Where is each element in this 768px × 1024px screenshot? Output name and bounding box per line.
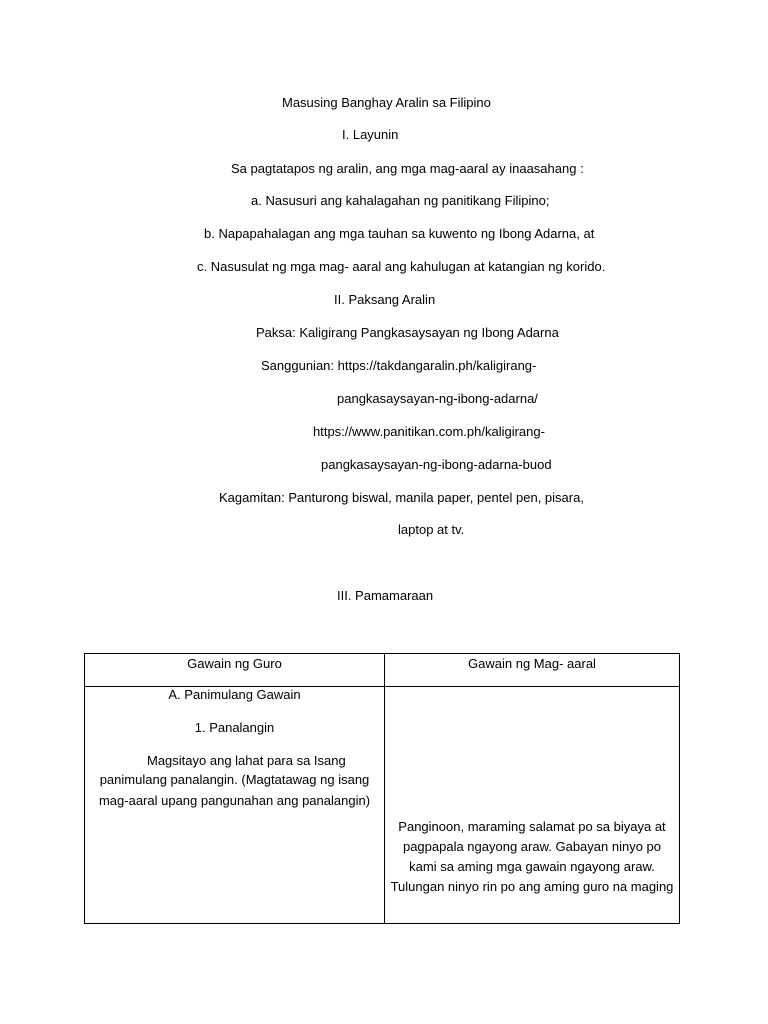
section-heading-layunin: I. Layunin [342,127,399,142]
sanggunian-line-2: pangkasaysayan-ng-ibong-adarna/ [337,391,538,406]
procedure-table [84,653,680,924]
section-heading-pamamaraan: III. Pamamaraan [337,588,434,603]
section-heading-paksang-aralin: II. Paksang Aralin [334,292,436,307]
table-header-student: Gawain ng Mag- aaral [468,656,596,671]
student-paragraph-line-3: kami sa aming mga gawain ngayong araw. [409,859,655,874]
student-paragraph-line-4: Tulungan ninyo rin po ang aming guro na maging [390,879,674,894]
sanggunian-line-3: https://www.panitikan.com.ph/kaligirang- [313,424,545,439]
paksa-line: Paksa: Kaligirang Pangkasaysayan ng Ibong Adarna [256,325,559,340]
teacher-subheading: A. Panimulang Gawain [168,687,301,702]
objective-c: c. Nasusulat ng mga mag- aaral ang kahulugan at katangian ng korido. [197,259,606,274]
sanggunian-line-1: Sanggunian: https://takdangaralin.ph/kaligirang- [261,358,537,373]
teacher-paragraph-line-3: mag-aaral upang pangunahan ang panalangin) [98,793,371,808]
table-header-teacher: Gawain ng Guro [187,656,282,671]
sanggunian-line-4: pangkasaysayan-ng-ibong-adarna-buod [321,457,552,472]
document-title: Masusing Banghay Aralin sa Filipino [282,95,491,110]
objectives-intro: Sa pagtatapos ng aralin, ang mga mag-aaral ay inaasahang : [231,161,584,176]
teacher-paragraph-line-1: Magsitayo ang lahat para sa Isang [147,753,346,768]
teacher-item-panalangin: 1. Panalangin [194,720,275,735]
kagamitan-line-2: laptop at tv. [398,522,465,537]
student-paragraph-line-1: Panginoon, maraming salamat po sa biyaya at [398,819,666,834]
objective-a: a. Nasusuri ang kahalagahan ng panitikang Filipino; [251,193,550,208]
student-paragraph-line-2: pagpapala ngayong araw. Gabayan ninyo po [402,839,662,854]
teacher-paragraph-line-2: panimulang panalangin. (Magtatawag ng isang [99,772,370,787]
kagamitan-line-1: Kagamitan: Panturong biswal, manila paper, pentel pen, pisara, [219,490,584,505]
objective-b: b. Napapahalagan ang mga tauhan sa kuwento ng Ibong Adarna, at [204,226,595,241]
